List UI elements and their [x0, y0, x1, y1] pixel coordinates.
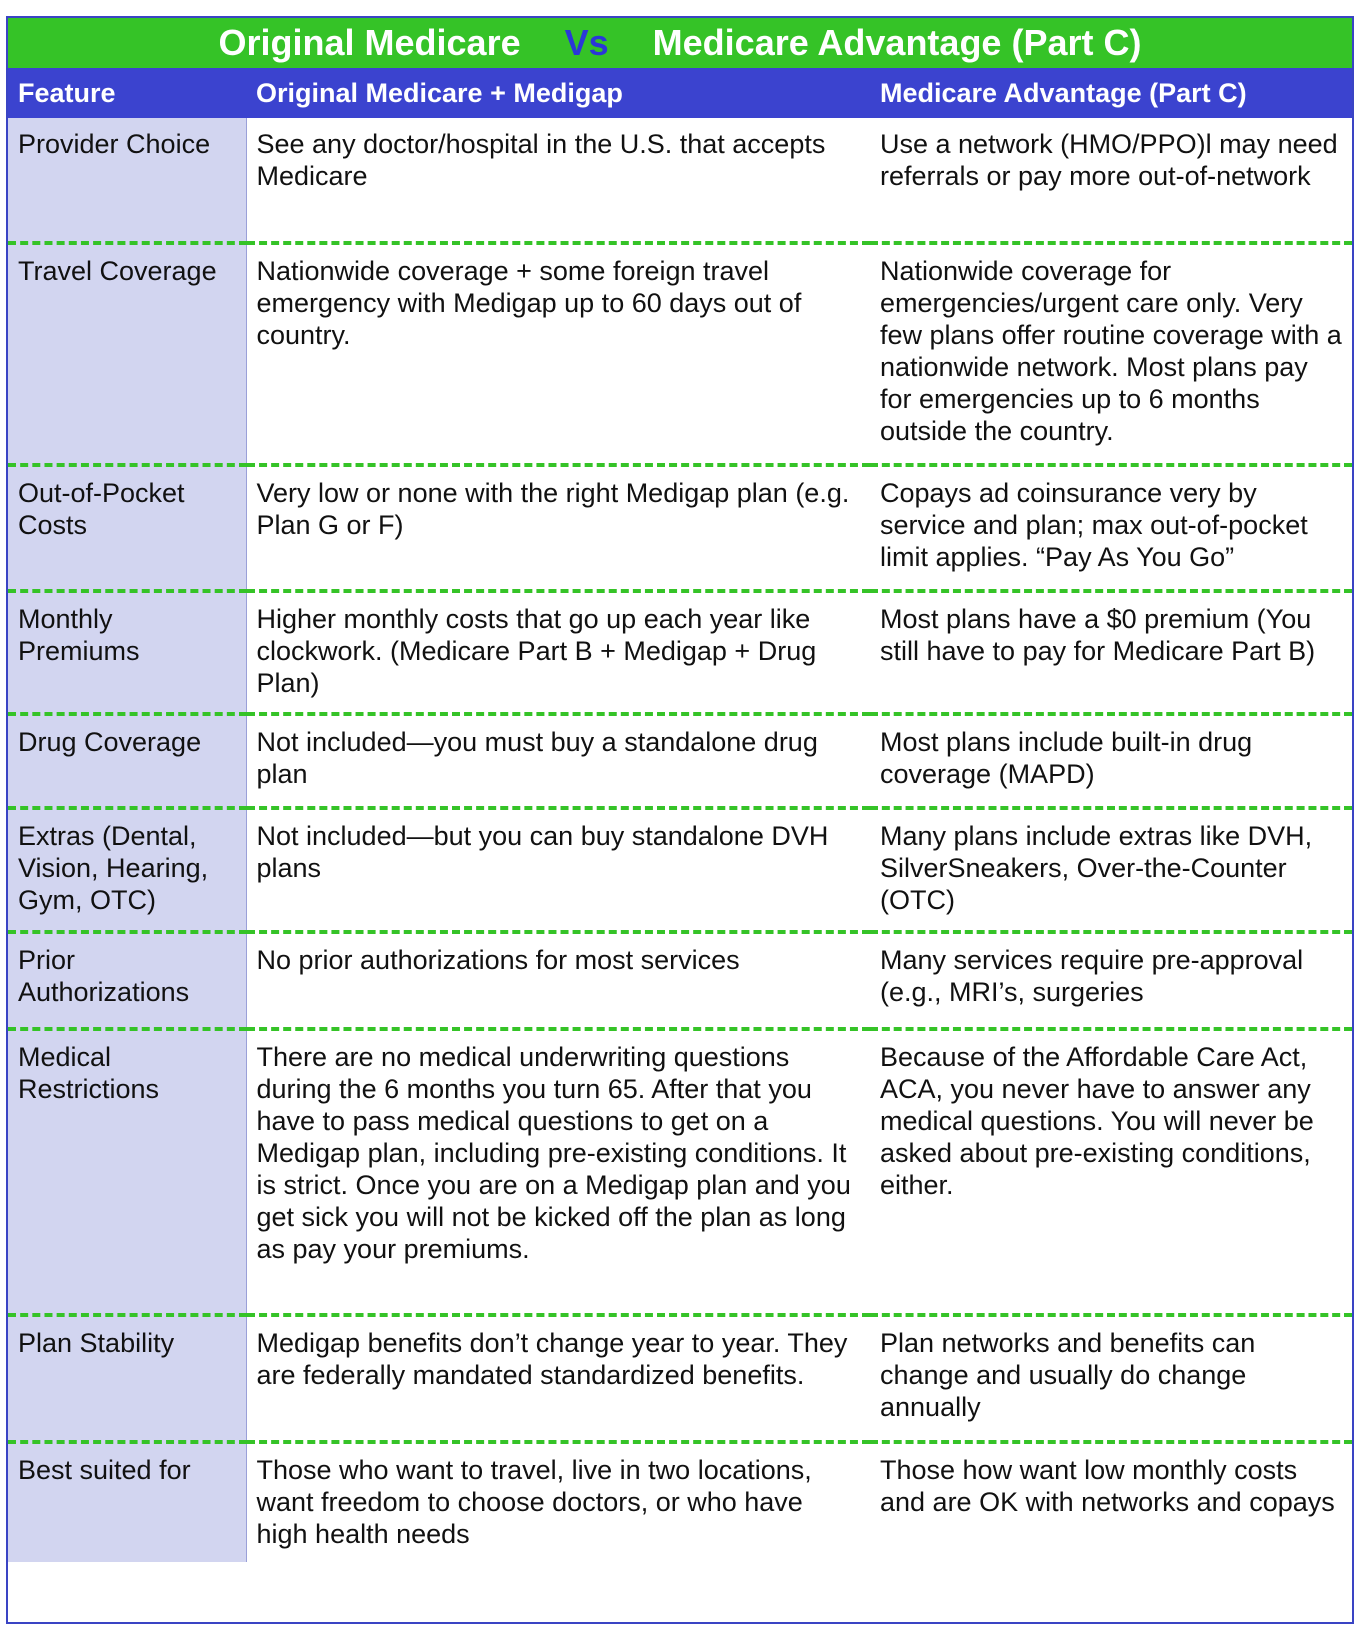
table-row [8, 118, 1352, 243]
feature-cell: Drug Coverage [8, 714, 246, 808]
title-advantage: Medicare Advantage (Part C) [652, 22, 1142, 63]
original-cell: Medigap benefits don’t change year to year. They are federally mandated standardized benefits. [246, 1315, 870, 1442]
feature-cell: Best suited for [8, 1442, 246, 1562]
advantage-cell: Copays ad coinsurance very by service and plan; max out-of-pocket limit applies. “Pay As You Go” [870, 465, 1352, 591]
table-row [8, 932, 1352, 1029]
header-advantage: Medicare Advantage (Part C) [870, 68, 1352, 118]
table-row [8, 465, 1352, 591]
table-row [8, 808, 1352, 932]
advantage-cell: Nationwide coverage for emergencies/urgent care only. Very few plans offer routine coverage with a nationwide network. Most plans pay for emergencies up to 6 months outside the country. [870, 243, 1352, 465]
table-row [8, 243, 1352, 465]
advantage-cell: Most plans include built-in drug coverage (MAPD) [870, 714, 1352, 808]
header-original: Original Medicare + Medigap [246, 68, 870, 118]
advantage-cell: Use a network (HMO/PPO)l may need referrals or pay more out-of-network [870, 118, 1352, 243]
comparison-table [8, 68, 1352, 1562]
original-cell: See any doctor/hospital in the U.S. that accepts Medicare [246, 118, 870, 243]
original-cell: Not included—you must buy a standalone drug plan [246, 714, 870, 808]
feature-cell: Travel Coverage [8, 243, 246, 465]
original-cell: Very low or none with the right Medigap plan (e.g. Plan G or F) [246, 465, 870, 591]
original-cell: There are no medical underwriting questions during the 6 months you turn 65. After that you have to pass medical questions to get on a Medigap plan, including pre-existing conditions. It is strict. Once you are on a Medigap plan and you get sick you will not be kicked off the plan as long as pay your premiums. [246, 1029, 870, 1315]
original-cell: Nationwide coverage + some foreign travel emergency with Medigap up to 60 days out of country. [246, 243, 870, 465]
feature-cell: Plan Stability [8, 1315, 246, 1442]
original-cell: Higher monthly costs that go up each year like clockwork. (Medicare Part B + Medigap + Drug Plan) [246, 591, 870, 714]
title-original: Original Medicare [218, 22, 521, 63]
feature-cell: Prior Authorizations [8, 932, 246, 1029]
table-row [8, 1442, 1352, 1562]
title-vs: Vs [564, 22, 609, 63]
original-cell: No prior authorizations for most services [246, 932, 870, 1029]
original-cell: Those who want to travel, live in two locations, want freedom to choose doctors, or who have high health needs [256, 1455, 812, 1549]
table-row [8, 591, 1352, 714]
header-row [8, 68, 1352, 118]
advantage-cell: Those how want low monthly costs and are OK with networks and copays [880, 1455, 1335, 1517]
table-row [8, 1315, 1352, 1442]
advantage-cell: Plan networks and benefits can change and usually do change annually [870, 1315, 1352, 1442]
header-feature: Feature [8, 68, 246, 118]
feature-cell: Out-of-Pocket Costs [8, 465, 246, 591]
feature-cell: Monthly Premiums [8, 591, 246, 714]
advantage-cell: Many services require pre-approval (e.g., MRI’s, surgeries [870, 932, 1352, 1029]
comparison-chart [6, 16, 1354, 1624]
advantage-cell: Many plans include extras like DVH, SilverSneakers, Over-the-Counter (OTC) [870, 808, 1352, 932]
advantage-cell: Most plans have a $0 premium (You still have to pay for Medicare Part B) [870, 591, 1352, 714]
advantage-cell: Because of the Affordable Care Act, ACA, you never have to answer any medical questions. You will never be asked about pre-existing conditions, either. [870, 1029, 1352, 1315]
feature-cell: Extras (Dental, Vision, Hearing, Gym, OTC) [8, 808, 246, 932]
original-cell: Not included—but you can buy standalone DVH plans [246, 808, 870, 932]
table-row [8, 1029, 1352, 1315]
feature-cell: Medical Restrictions [8, 1029, 246, 1315]
title-bar [8, 18, 1352, 68]
table-row [8, 714, 1352, 808]
feature-cell: Provider Choice [8, 118, 246, 243]
